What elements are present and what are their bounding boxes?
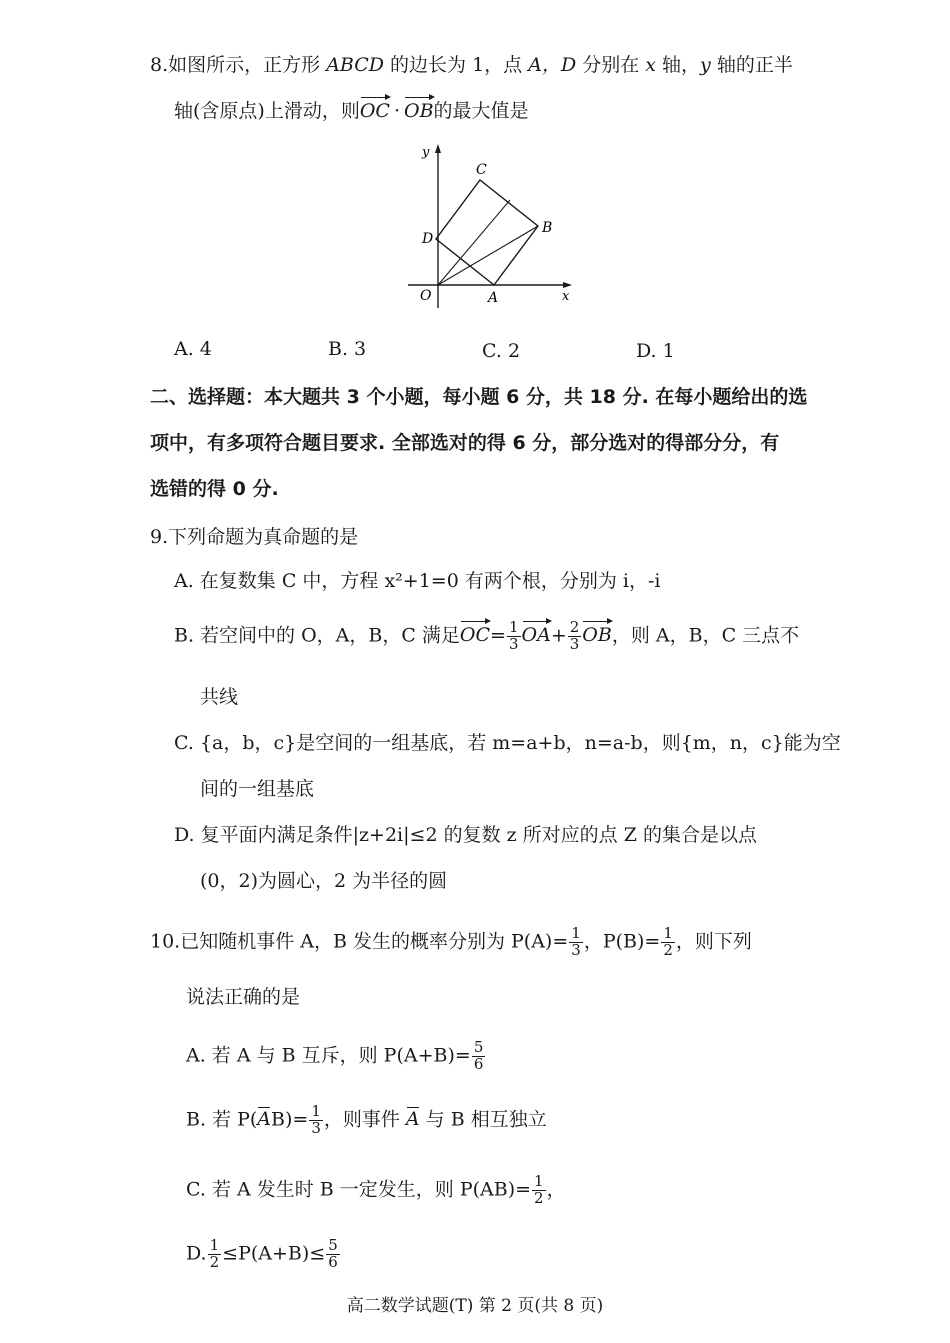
label-o: O: [420, 288, 432, 304]
x-axis-arrow: [563, 282, 572, 288]
label-b: B: [542, 220, 553, 236]
q9-stem: 9.下列命题为真命题的是: [150, 526, 359, 548]
q9-option-b-line2: 共线: [200, 686, 239, 708]
label-x: x: [562, 289, 570, 304]
section2-line1: 二、选择题：本大题共 3 个小题，每小题 6 分，共 18 分. 在每小题给出的选: [150, 386, 808, 408]
q8-option-b: B. 3: [328, 338, 367, 360]
q10-stem: 10.已知随机事件 A，B 发生的概率分别为 P(A)= $\frac{1}{3}$ ，P(B)= $\frac{1}{2}$ ，则下列: [150, 924, 752, 959]
label-d: D: [422, 231, 434, 247]
q9-option-c: C. {a，b，c}是空间的一组基底，若 m=a+b，n=a-b，则{m，n，c}能为空: [174, 732, 841, 754]
q8-figure: [400, 140, 580, 315]
q8-option-a: A. 4: [174, 338, 212, 360]
q8-option-d: D. 1: [636, 340, 675, 362]
q9-option-b: B. 若空间中的 O，A，B，C 满足OC= $\frac{1}{3}$ OA+ $\frac{2}{3}$ OB，则 A，B，C 三点不: [174, 618, 800, 653]
q10-option-a: A. 若 A 与 B 互斥，则 P(A+B)= $\frac{5}{6}$: [186, 1038, 484, 1073]
section2-line2: 项中，有多项符合题目要求. 全部选对的得 6 分，部分选对的得部分分，有: [150, 432, 780, 454]
q10-stem-line2: 说法正确的是: [186, 986, 301, 1008]
q8-number: 8.: [150, 54, 169, 76]
segment-ob: [438, 226, 538, 285]
vector-ob: OB: [404, 100, 434, 122]
q9-option-c-line2: 间的一组基底: [200, 778, 315, 800]
q9-option-d: D. 复平面内满足条件|z+2i|≤2 的复数 z 所对应的点 Z 的集合是以点: [174, 824, 757, 846]
q9-option-a: A. 在复数集 C 中，方程 x²+1=0 有两个根，分别为 i，-i: [174, 570, 661, 592]
label-y: y: [422, 145, 430, 160]
q8-line1: 8.如图所示，正方形 ABCD 的边长为 1，点 A，D 分别在 x 轴，y 轴的正半: [150, 54, 793, 76]
fraction: $\frac{2}{3}$: [569, 618, 580, 653]
section2-line3: 选错的得 0 分.: [150, 478, 279, 500]
vector-oc: OC: [359, 100, 390, 122]
q8-line2: 轴(含原点)上滑动，则OC · OB的最大值是: [174, 100, 529, 122]
q10-option-d: D. $\frac{1}{2}$ ≤P(A+B)≤ $\frac{5}{6}$: [186, 1236, 338, 1271]
q9-option-d-line2: (0，2)为圆心，2 为半径的圆: [200, 870, 448, 892]
q10-option-c: C. 若 A 发生时 B 一定发生，则 P(AB)= $\frac{1}{2}$ ，: [186, 1172, 566, 1207]
segment-oc: [438, 200, 510, 285]
q10-option-b: B. 若 P(AB)= $\frac{1}{3}$ ，则事件 A 与 B 相互独立: [186, 1102, 547, 1137]
fraction: $\frac{1}{3}$: [508, 618, 519, 653]
page-footer: 高二数学试题(T) 第 2 页(共 8 页): [346, 1296, 604, 1316]
q8-option-c: C. 2: [482, 340, 521, 362]
label-c: C: [476, 162, 487, 178]
y-axis-arrow: [435, 144, 441, 153]
label-a: A: [488, 290, 499, 306]
